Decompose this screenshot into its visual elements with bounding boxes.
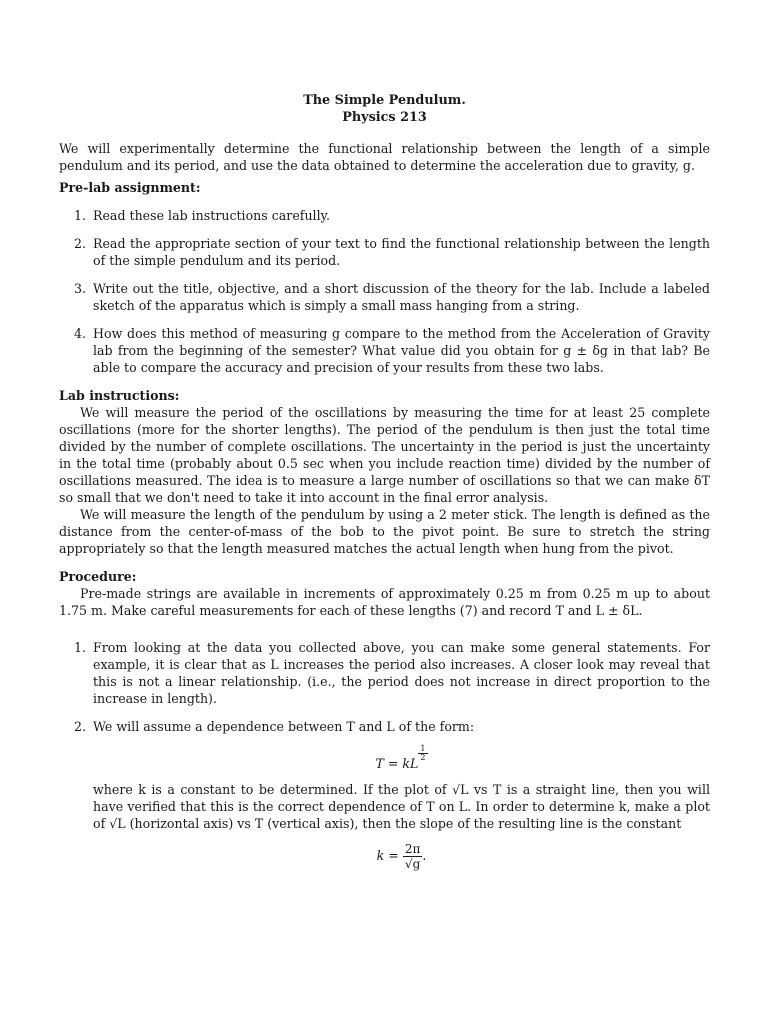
equation-lhs: T = kL — [375, 756, 419, 771]
item-text: From looking at the data you collected above, you can make some general statements. For example, it is clear that as L increases the period also increases. A closer look may reveal that this is not a linear relationship. (i.e., the period does not increase in direct proportion to the increase in length). — [93, 640, 710, 706]
course-name: Physics 213 — [342, 110, 427, 125]
procedure-list — [59, 639, 710, 871]
item-number: 1. — [74, 640, 87, 655]
item-number: 3. — [74, 281, 87, 296]
exponent-denominator: 2 — [420, 753, 426, 762]
item-number: 1. — [74, 208, 87, 223]
prelab-heading: Pre-lab assignment: — [59, 180, 201, 195]
lab-paragraph-1: We will measure the period of the oscillations by measuring the time for at least 25 complete oscillations (more for the shorter lengths). The period of the pendulum is then just the total time divided by the number of complete oscillations. The uncertainty in the period is just the uncertainty in the total time (probably about 0.5 sec when you include reaction time) divided by the number of oscillations measured. The idea is to measure a large number of oscillations so that we can make δT so small that we don't need to take it into account in the final error analysis. — [59, 405, 710, 505]
item-number: 2. — [74, 719, 87, 734]
item-text: Read these lab instructions carefully. — [93, 208, 331, 223]
lab-paragraph-2: We will measure the length of the pendulum by using a 2 meter stick. The length is defined as the distance from the center-of-mass of the bob to the pivot point. Be sure to stretch the string appropriately so that the length measured matches the actual length when hung from the pivot. — [59, 507, 710, 556]
item-number: 4. — [74, 326, 87, 341]
list-item — [59, 639, 710, 707]
document-page — [59, 92, 710, 882]
intro-paragraph: We will experimentally determine the functional relationship between the length of a simple pendulum and its period, and use the data obtained to determine the acceleration due to gravity, g. — [59, 141, 710, 173]
fraction-denominator: √g — [404, 857, 421, 871]
equation-k-lhs: k = — [376, 848, 399, 863]
item-text: Read the appropriate section of your text to find the functional relationship between the length of the simple pendulum and its period. — [93, 236, 710, 268]
equation-period-mark: . — [422, 848, 427, 863]
document-title: The Simple Pendulum. — [303, 93, 466, 108]
document-title-block — [59, 92, 710, 126]
equation-explanation: where k is a constant to be determined. If the plot of √L vs T is a straight line, then you will have verified that this is the correct dependence of T on L. In order to determine k, make a plot of √L (horizontal axis) vs T (vertical axis), then the slope of the resulting line is the constant — [93, 782, 710, 831]
item-text: We will assume a dependence between T and L of the form: — [93, 719, 475, 734]
list-item — [59, 718, 710, 871]
list-item — [59, 325, 710, 376]
equation-k — [93, 842, 710, 871]
procedure-paragraph: Pre-made strings are available in increments of approximately 0.25 m from 0.25 m up to about 1.75 m. Make careful measurements for each of these lengths (7) and record T and L ± δL. — [59, 586, 710, 618]
item-number: 2. — [74, 236, 87, 251]
equation-period — [93, 745, 710, 772]
list-item — [59, 235, 710, 269]
exponent-numerator: 1 — [420, 744, 426, 753]
item-text: How does this method of measuring g compare to the method from the Acceleration of Gravity lab from the beginning of the semester? What value did you obtain for g ± δg in that lab? Be able to compare the accuracy and precision of your results from these two labs. — [93, 326, 710, 375]
fraction-numerator: 2π — [404, 842, 421, 856]
prelab-list — [59, 207, 710, 376]
item-text: Write out the title, objective, and a short discussion of the theory for the lab. Include a labeled sketch of the apparatus which is simply a small mass hanging from a string. — [93, 281, 710, 313]
list-item — [59, 207, 710, 224]
lab-instructions-heading: Lab instructions: — [59, 388, 180, 403]
procedure-heading: Procedure: — [59, 569, 137, 584]
list-item — [59, 280, 710, 314]
